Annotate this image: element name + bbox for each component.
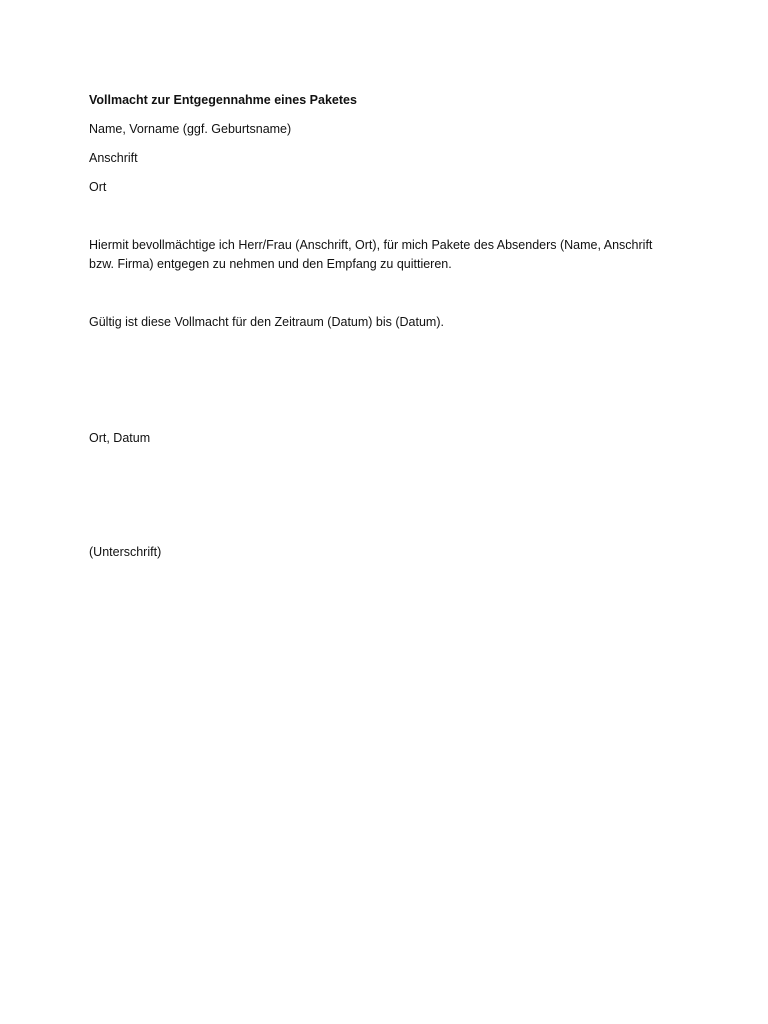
authorization-paragraph: Hiermit bevollmächtige ich Herr/Frau (Anschrift, Ort), für mich Pakete des Absenders (Name, Anschrift bzw. Firma) entgegen zu nehmen und den Empfang zu quittieren. <box>89 238 653 271</box>
validity-paragraph: Gültig ist diese Vollmacht für den Zeitraum (Datum) bis (Datum). <box>89 315 444 329</box>
name-line: Name, Vorname (ggf. Geburtsname) <box>89 122 292 136</box>
document-title: Vollmacht zur Entgegennahme eines Paketes <box>89 93 357 107</box>
signature-line: (Unterschrift) <box>89 545 162 559</box>
place-date-line: Ort, Datum <box>89 431 151 445</box>
city-line: Ort <box>89 180 107 194</box>
address-line: Anschrift <box>89 151 138 165</box>
